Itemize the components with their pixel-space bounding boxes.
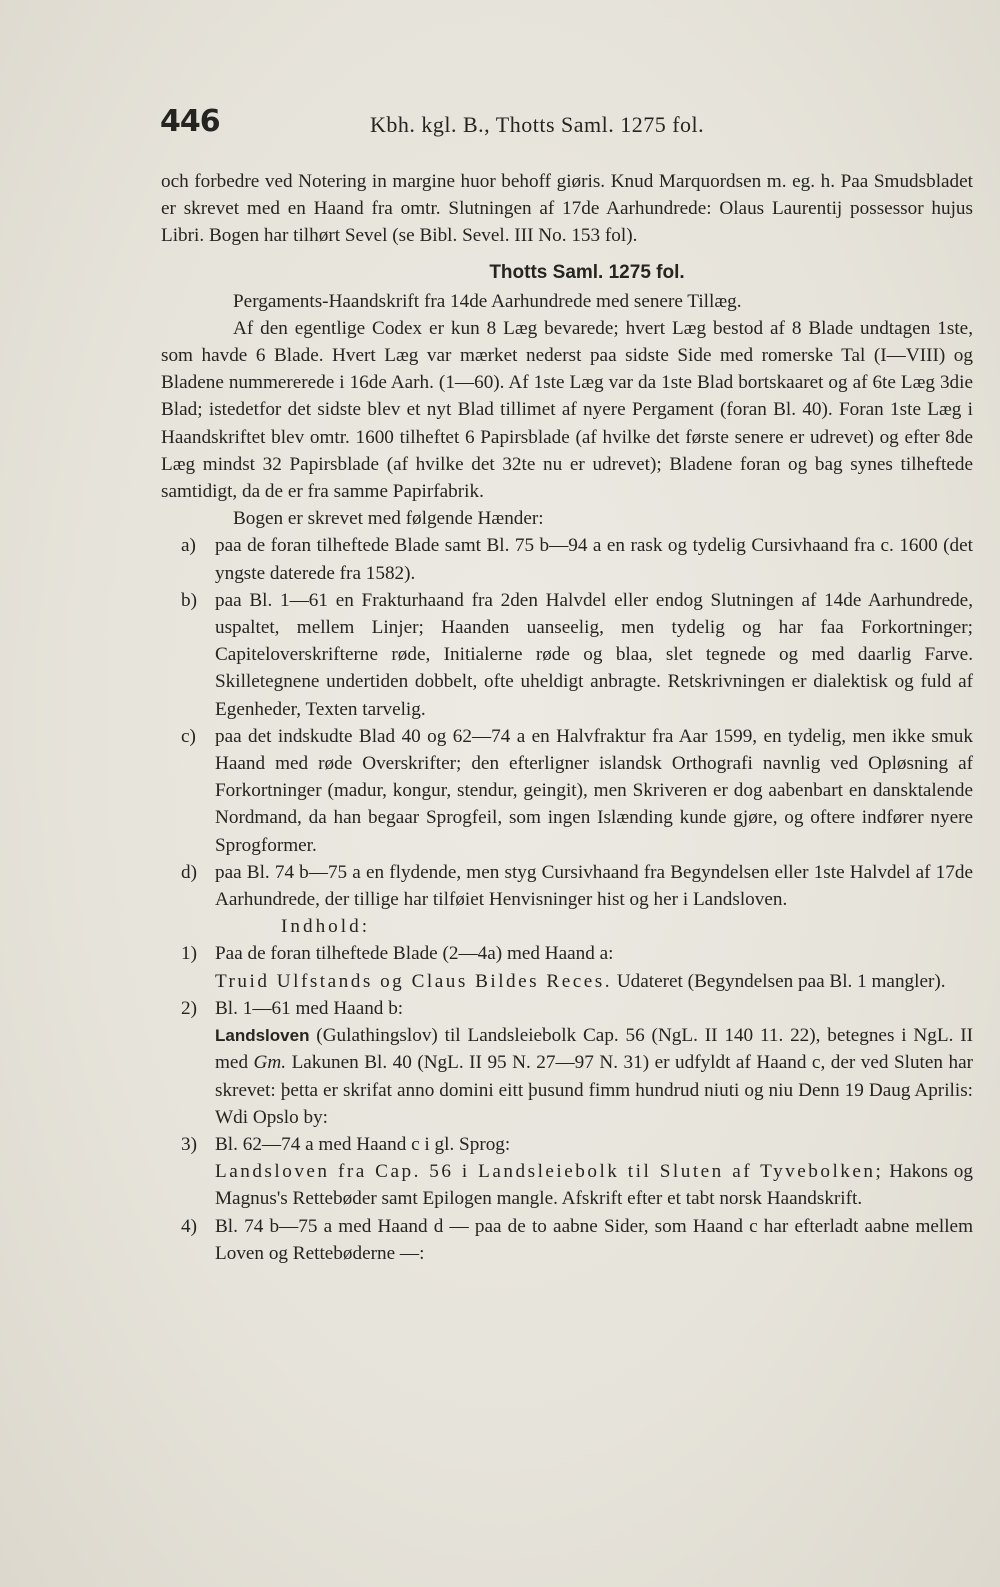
item-siglum: Gm. <box>253 1052 287 1074</box>
item-label: a) <box>181 535 196 557</box>
item-text: paa de foran tilheftede Blade samt Bl. 75 b—94 a en rask og tydelig Cursivhaand fra c. 1600 (det yngste daterede fra 1582). <box>215 535 973 584</box>
section-heading: Thotts Saml. 1275 fol. <box>489 261 685 283</box>
paragraph-description: Pergaments-Haandskrift fra 14de Aarhundrede med senere Tillæg. <box>233 290 742 312</box>
contents-item-1 <box>161 940 973 994</box>
item-title: Landsloven <box>215 1026 310 1046</box>
item-title: Truid Ulfstands og Claus Bildes Reces. <box>215 970 613 992</box>
item-label: 2) <box>181 997 197 1019</box>
page-header <box>160 104 980 148</box>
contents-heading: Indhold: <box>281 916 371 938</box>
page-body <box>161 168 973 1267</box>
item-label: 4) <box>181 1215 197 1237</box>
item-title: Landsloven fra Cap. 56 i Landsleiebolk til Sluten af Tyvebolken; <box>215 1161 884 1183</box>
contents-item-4 <box>161 1213 973 1267</box>
item-text: Bl. 74 b—75 a med Haand d — paa de to aabne Sider, som Haand c har efterladt aabne mellem Loven og Rettebøderne —: <box>215 1215 973 1264</box>
item-text: paa Bl. 1—61 en Frakturhaand fra 2den Halvdel eller endog Slutningen af 14de Aarhundrede, uspaltet, mellem Linjer; Haanden uanseelig, men tydelig og har faa Forkortninger; Capiteloverskrifterne røde, Initialerne røde og blaa, slet tegnede og med daarlig Farve. Skilletegnene undertiden dobbelt, ofte uheldigt anbragte. Retskrivningen er dialektisk og fuld af Egenheder, Texten tarvelig. <box>215 589 973 720</box>
hand-item-a <box>161 532 973 586</box>
item-text: Paa de foran tilheftede Blade (2—4a) med Haand a: <box>215 943 614 965</box>
item-label: c) <box>181 725 196 747</box>
item-text-rest: (Gulathingslov) til Landsleiebolk Cap. 56 (NgL. II 140 11. 22), betegnes i NgL. II med <box>215 1025 973 1074</box>
item-text: Bl. 1—61 med Haand b: <box>215 997 404 1019</box>
item-label: b) <box>181 589 197 611</box>
running-head: Kbh. kgl. B., Thotts Saml. 1275 fol. <box>370 112 705 137</box>
paragraph-hands-intro: Bogen er skrevet med følgende Hænder: <box>233 508 544 530</box>
item-text: paa Bl. 74 b—75 a en flydende, men styg Cursivhaand fra Begyndelsen eller 1ste Halvdel af 17de Aarhundrede, der tillige har tilføiet Henvisninger hist og her i Landsloven. <box>215 861 973 911</box>
hand-item-c <box>161 723 973 859</box>
contents-item-3 <box>161 1131 973 1213</box>
item-text: Bl. 62—74 a med Haand c i gl. Sprog: <box>215 1133 511 1155</box>
item-text: paa det indskudte Blad 40 og 62—74 a en Halvfraktur fra Aar 1599, en tydelig, men ikke smuk Haand med røde Overskrifter; den efterligner islandsk Orthografi navnlig ved Opløsning af Forkortninger (madur, kongur, stendur, geingit), men Skriveren er dog aabenbart en dansktalende Nordmand, da han begaar Sprogfeil, som ingen Islænding kunde gjøre, og oftere indfører nyere Sprogformer. <box>215 725 973 856</box>
item-text-end: Lakunen Bl. 40 (NgL. II 95 N. 27—97 N. 31) er udfyldt af Haand c, der ved Sluten har skrevet: þetta er skrifat anno domini eitt þusund fimm hundrud niuti og niu Denn 19 Daug Aprilis: Wdi Opslo by: <box>215 1052 973 1128</box>
page-number: 446 <box>160 104 220 139</box>
item-label: 3) <box>181 1133 197 1155</box>
item-text-rest: Hakons og Magnus's Rettebøder samt Epilogen mangle. Afskrift efter et tabt norsk Haandskrift. <box>215 1161 973 1210</box>
contents-item-2 <box>161 995 973 1131</box>
hand-item-d <box>161 859 973 913</box>
item-label: 1) <box>181 943 197 965</box>
item-text-rest: Udateret (Begyndelsen paa Bl. 1 mangler). <box>612 970 946 992</box>
hand-item-b <box>161 587 973 723</box>
item-label: d) <box>181 861 197 883</box>
intro-paragraph: och forbedre ved Notering in margine huor behoff giøris. Knud Marquordsen m. eg. h. Paa Smudsbladet er skrevet med en Haand fra omtr. Slutningen af 17de Aarhundrede: Olaus Laurentij possessor hujus Libri. Bogen har tilhørt Sevel (se Bibl. Sevel. III No. 153 fol). <box>161 171 973 247</box>
paragraph-codex: Af den egentlige Codex er kun 8 Læg bevarede; hvert Læg bestod af 8 Blade undtagen 1ste, som havde 6 Blade. Hvert Læg var mærket nederst paa sidste Side med romerske Tal (I—VIII) og Bladene nummererede i 16de Aarh. (1—60). Af 1ste Læg var da 1ste Blad bortskaaret og af 6te Læg 3die Blad; istedetfor det sidste blev et nyt Blad tillimet af nyere Pergament (foran Bl. 40). Foran 1ste Læg i Haandskriftet blev omtr. 1600 tilheftet 6 Papirsblade (af hvilke det første senere er udrevet) og efter 8de Læg mindst 32 Papirsblade (af hvilke det 32te nu er udrevet); Bladene foran og bag synes tilheftede samtidigt, da de er fra samme Papirfabrik. <box>161 317 973 503</box>
